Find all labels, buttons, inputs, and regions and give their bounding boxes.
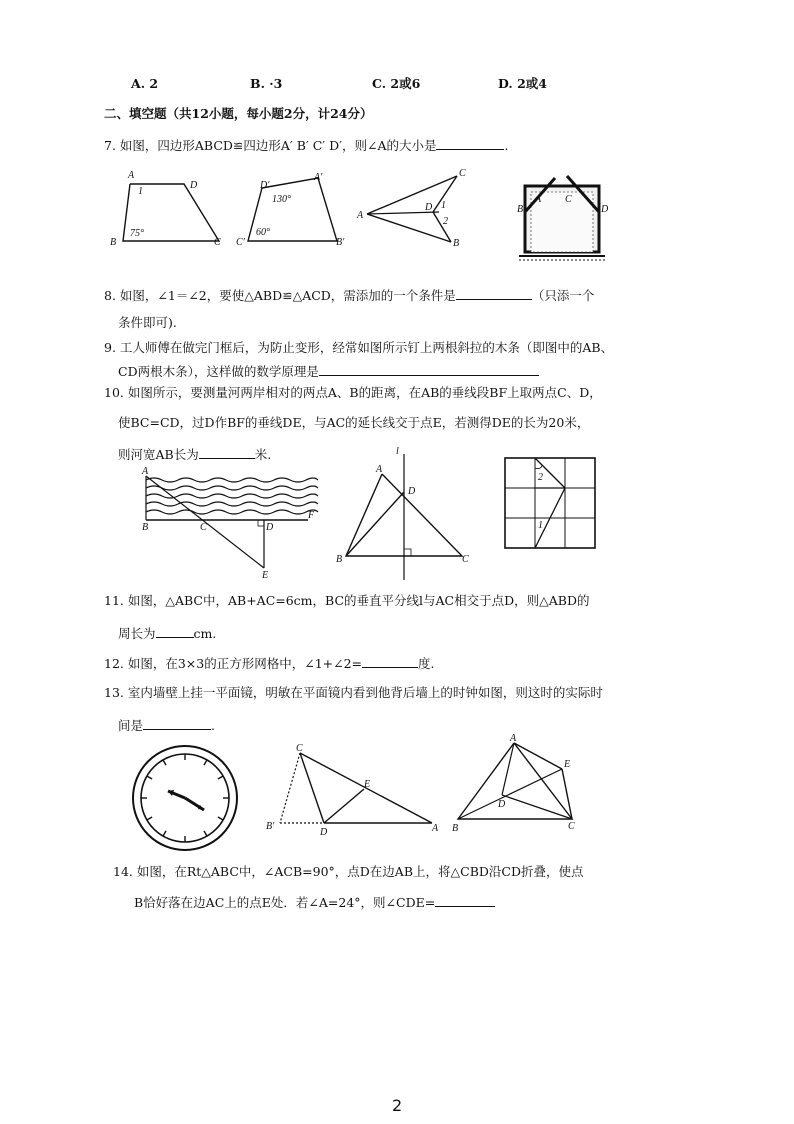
f3-label-b: B xyxy=(453,238,460,249)
q12-blank[interactable] xyxy=(362,656,418,668)
q9-line1: 9. 工人师傅在做完门框后，为防止变形，经常如图所示钉上两根斜拉的木条（即图中的AB、 xyxy=(104,340,614,355)
f2-label-a: A′ xyxy=(314,172,323,183)
figure-perpendicular-bisector xyxy=(334,446,484,584)
page-number: 2 xyxy=(392,1096,403,1115)
clock-tick xyxy=(204,760,207,765)
figure-door-frame xyxy=(515,172,610,267)
choice-d: D. 2或4 xyxy=(498,76,547,91)
f3-label-a: A xyxy=(357,210,364,221)
f6-label-b: B xyxy=(336,554,343,565)
clock-tick xyxy=(218,776,223,779)
f1-label-1: 1 xyxy=(138,186,143,197)
f2-angle-130: 130° xyxy=(272,194,291,205)
f2-label-d: D′ xyxy=(260,180,270,191)
q8-text-2: 条件即可). xyxy=(118,315,177,330)
q13-blank[interactable] xyxy=(143,718,211,730)
f4-label-a: A xyxy=(535,194,542,205)
q13-line1: 13. 室内墙壁上挂一平面镜，明敏在平面镜内看到他背后墙上的时钟如图，则这时的实际时 xyxy=(104,685,603,700)
f3-label-c: C xyxy=(459,168,466,179)
q12-text: 12. 如图，在3×3的正方形网格中，∠1+∠2= 度. xyxy=(104,656,435,671)
f5-label-b: B xyxy=(142,522,149,533)
choice-a: A. 2 xyxy=(131,76,159,91)
figure-clock xyxy=(130,743,240,853)
figure-grid-3x3 xyxy=(503,456,603,556)
f8-label-e: E xyxy=(364,779,371,790)
q14-line2: B恰好落在边AC上的点E处．若∠A=24°，则∠CDE= xyxy=(134,895,495,910)
f2-label-b: B′ xyxy=(336,237,345,248)
f3-label-2: 2 xyxy=(443,216,448,227)
f1-label-b: B xyxy=(110,237,117,248)
f8-label-c: C xyxy=(296,743,303,754)
q10-line3: 则河宽AB长为 米. xyxy=(118,447,272,462)
f4-label-c: C xyxy=(565,194,572,205)
f4-label-d: D xyxy=(601,204,609,215)
f5-label-f: F xyxy=(308,510,315,521)
f1-label-c: C xyxy=(214,237,221,248)
figure-fold-triangle xyxy=(262,743,442,838)
f1-label-d: D xyxy=(190,180,198,191)
q10-line2: 使BC=CD，过D作BF的垂线DE，与AC的延长线交于点E，若测得DE的长为20米， xyxy=(118,415,590,430)
q10-blank[interactable] xyxy=(199,447,255,459)
q14-line1: 14. 如图，在Rt△ABC中，∠ACB=90°，点D在边AB上，将△CBD沿CD折叠，使点 xyxy=(113,864,584,879)
choice-b: B. ·3 xyxy=(250,76,283,91)
q13-line2: 间是 . xyxy=(118,718,215,733)
q9-blank[interactable] xyxy=(319,364,539,376)
q14-blank[interactable] xyxy=(435,895,495,907)
f9-label-c: C xyxy=(568,821,575,832)
f8-label-b: B′ xyxy=(266,821,275,832)
f4-label-b: B xyxy=(517,204,524,215)
q11-blank[interactable] xyxy=(156,626,194,638)
figure-quad-abcd-prime xyxy=(236,168,356,248)
f6-label-c: C xyxy=(462,554,469,565)
figure-quad-abcd xyxy=(108,168,228,248)
choice-c: C. 2或6 xyxy=(372,76,421,91)
f9-label-a: A xyxy=(510,733,517,744)
f2-angle-60: 60° xyxy=(256,227,270,238)
figure-kite-abcd xyxy=(355,166,475,251)
f5-label-e: E xyxy=(262,570,269,581)
f8-label-d: D xyxy=(320,827,328,838)
clock-tick xyxy=(163,831,166,836)
f9-label-b: B xyxy=(452,823,459,834)
q7-text: 7. 如图，四边形ABCD≌四边形A′ B′ C′ D′，则∠A的大小是 . xyxy=(104,138,509,153)
q11-line1: 11. 如图，△ABC中，AB+AC=6cm，BC的垂直平分线l与AC相交于点D，则△ABD的 xyxy=(104,593,590,608)
f6-label-a: A xyxy=(376,464,383,475)
q7-blank[interactable] xyxy=(436,138,504,150)
figure-abcde xyxy=(452,735,592,835)
f5-label-c: C xyxy=(200,522,207,533)
f9-label-d: D xyxy=(498,799,506,810)
q8-text: 8. 如图，∠1＝∠2，要使△ABD≌△ACD，需添加的一个条件是 （只添一个 xyxy=(104,288,595,303)
clock-tick xyxy=(147,817,152,820)
clock-tick xyxy=(163,760,166,765)
clock-tick xyxy=(147,776,152,779)
q8-blank[interactable] xyxy=(456,288,532,300)
q9-line2: CD两根木条），这样做的数学原理是 xyxy=(118,364,539,379)
f9-label-e: E xyxy=(564,759,571,770)
f3-label-d: D xyxy=(425,202,433,213)
f1-angle-75: 75° xyxy=(130,228,144,239)
figure-river xyxy=(138,466,328,581)
clock-tick xyxy=(204,831,207,836)
f5-label-a: A xyxy=(142,466,149,477)
clock-tick xyxy=(218,817,223,820)
f7-label-2: 2 xyxy=(538,472,543,483)
f8-label-a: A xyxy=(432,823,439,834)
f3-label-1: 1 xyxy=(441,200,446,211)
f5-label-d: D xyxy=(266,522,274,533)
f6-label-l: l xyxy=(396,446,399,457)
q11-line2: 周长为 cm. xyxy=(118,626,217,641)
f2-label-c: C′ xyxy=(236,237,245,248)
f6-label-d: D xyxy=(408,486,416,497)
f7-label-1: 1 xyxy=(538,520,543,531)
section-heading: 二、填空题（共12小题，每小题2分，计24分） xyxy=(104,106,373,121)
q10-line1: 10. 如图所示，要测量河两岸相对的两点A、B的距离，在AB的垂线段BF上取两点C、D， xyxy=(104,385,602,400)
f1-label-a: A xyxy=(128,170,135,181)
